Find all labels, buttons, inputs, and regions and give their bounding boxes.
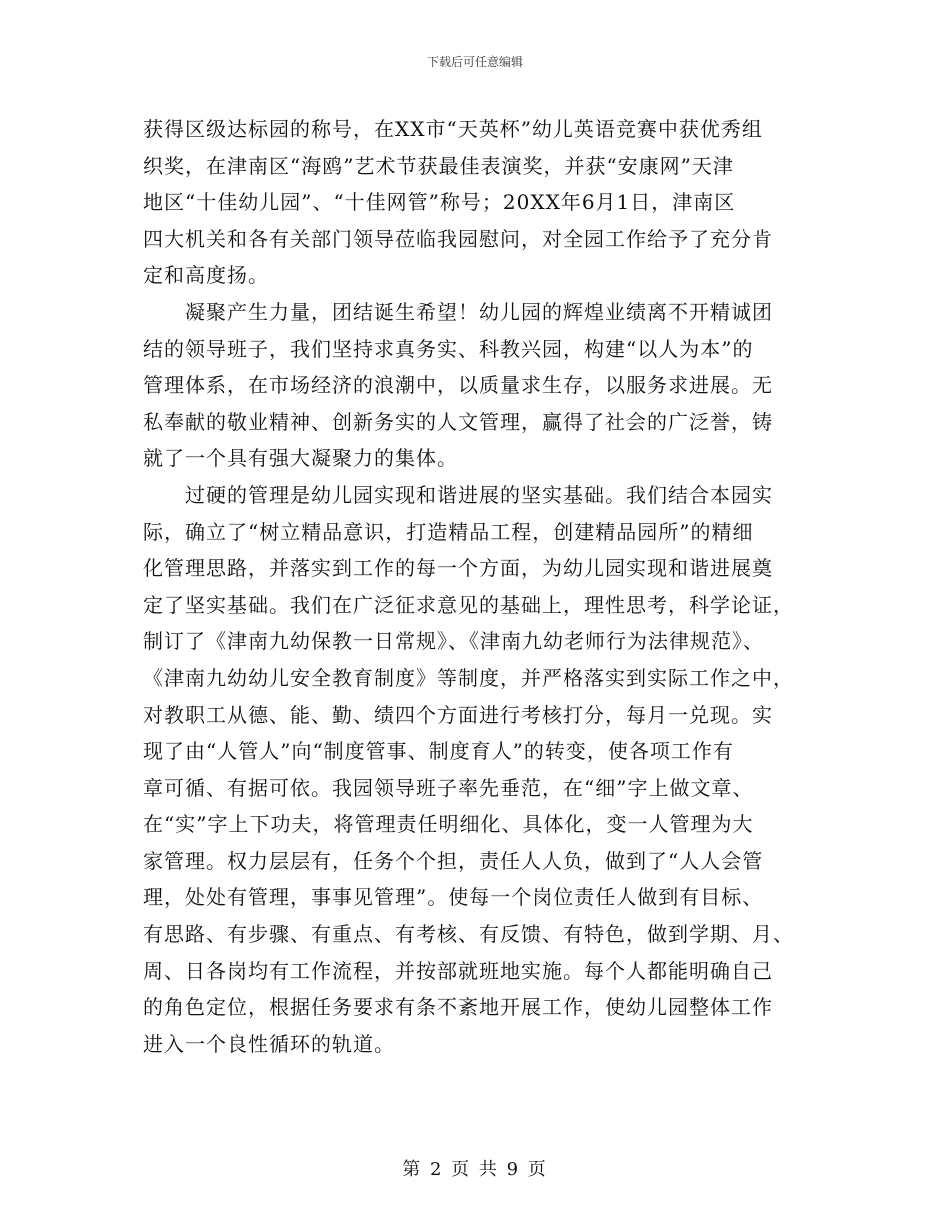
text-line: 凝聚产生力量，团结诞生希望！幼儿园的辉煌业绩离不开精诚团 (185, 299, 773, 324)
text-line: 织奖，在津南区“海鸥”艺术节获最佳表演奖，并获“安康网”天津 (143, 153, 734, 178)
text-line: 周、日各岗均有工作流程，并按部就班地实施。每个人都能明确自己 (143, 958, 773, 983)
text-line: 定了坚实基础。我们在广泛征求意见的基础上，理性思考，科学论证， (143, 592, 794, 617)
text-line: 定和高度扬。 (143, 263, 269, 288)
text-line: 现了由“人管人”向“制度管事、制度育人”的转变，使各项工作有 (143, 739, 734, 764)
text-line: 理，处处有管理，事事见管理”。使每一个岗位责任人做到有目标、 (143, 885, 764, 910)
text-line: 章可循、有据可依。我园领导班子率先垂范，在“细”字上做文章、 (143, 775, 754, 800)
text-line: 进入一个良性循环的轨道。 (143, 1031, 395, 1056)
document-body (143, 111, 813, 1062)
page-header: 下载后可任意编辑 (426, 55, 523, 69)
text-line: 在“实”字上下功夫，将管理责任明细化、具体化，变一人管理为大 (143, 812, 754, 837)
text-line: 管理体系，在市场经济的浪潮中，以质量求生存，以服务求进展。无 (143, 373, 773, 398)
text-line: 四大机关和各有关部门领导莅临我园慰问，对全园工作给予了充分肯 (143, 226, 773, 251)
text-line: 际，确立了“树立精品意识，打造精品工程，创建精品园所”的精细 (143, 519, 754, 544)
text-line: 的角色定位，根据任务要求有条不紊地开展工作，使幼儿园整体工作 (143, 995, 773, 1020)
text-line: 家管理。权力层层有，任务个个担，责任人人负，做到了“人人会管 (143, 848, 764, 873)
text-line: 获得区级达标园的称号，在XX市“天英杯”幼儿英语竞赛中获优秀组 (143, 117, 763, 141)
paragraph-2 (143, 294, 813, 477)
text-line: 化管理思路，并落实到工作的每一个方面，为幼儿园实现和谐进展奠 (143, 556, 773, 581)
text-line: 对教职工从德、能、勤、绩四个方面进行考核打分，每月一兑现。实 (143, 702, 773, 727)
paragraph-1 (143, 111, 813, 294)
text-line: 过硬的管理是幼儿园实现和谐进展的坚实基础。我们结合本园实 (185, 482, 773, 507)
text-line: 《津南九幼幼儿安全教育制度》等制度，并严格落实到实际工作之中， (143, 665, 794, 690)
text-line: 私奉献的敬业精神、创新务实的人文管理，赢得了社会的广泛誉，铸 (143, 409, 773, 434)
text-line: 结的领导班子，我们坚持求真务实、科教兴园，构建“以人为本”的 (143, 336, 754, 361)
text-line: 有思路、有步骤、有重点、有考核、有反馈、有特色，做到学期、月、 (143, 922, 794, 947)
text-line: 就了一个具有强大凝聚力的集体。 (143, 446, 458, 471)
text-line: 制订了《津南九幼保教一日常规》、《津南九幼老师行为法律规范》、 (143, 629, 764, 654)
text-line: 地区“十佳幼儿园”、“十佳网管”称号；20XX年6月1日，津南区 (143, 190, 736, 215)
paragraph-3 (143, 477, 813, 1063)
page-number-footer: 第 2 页 共 9 页 (402, 1159, 548, 1180)
